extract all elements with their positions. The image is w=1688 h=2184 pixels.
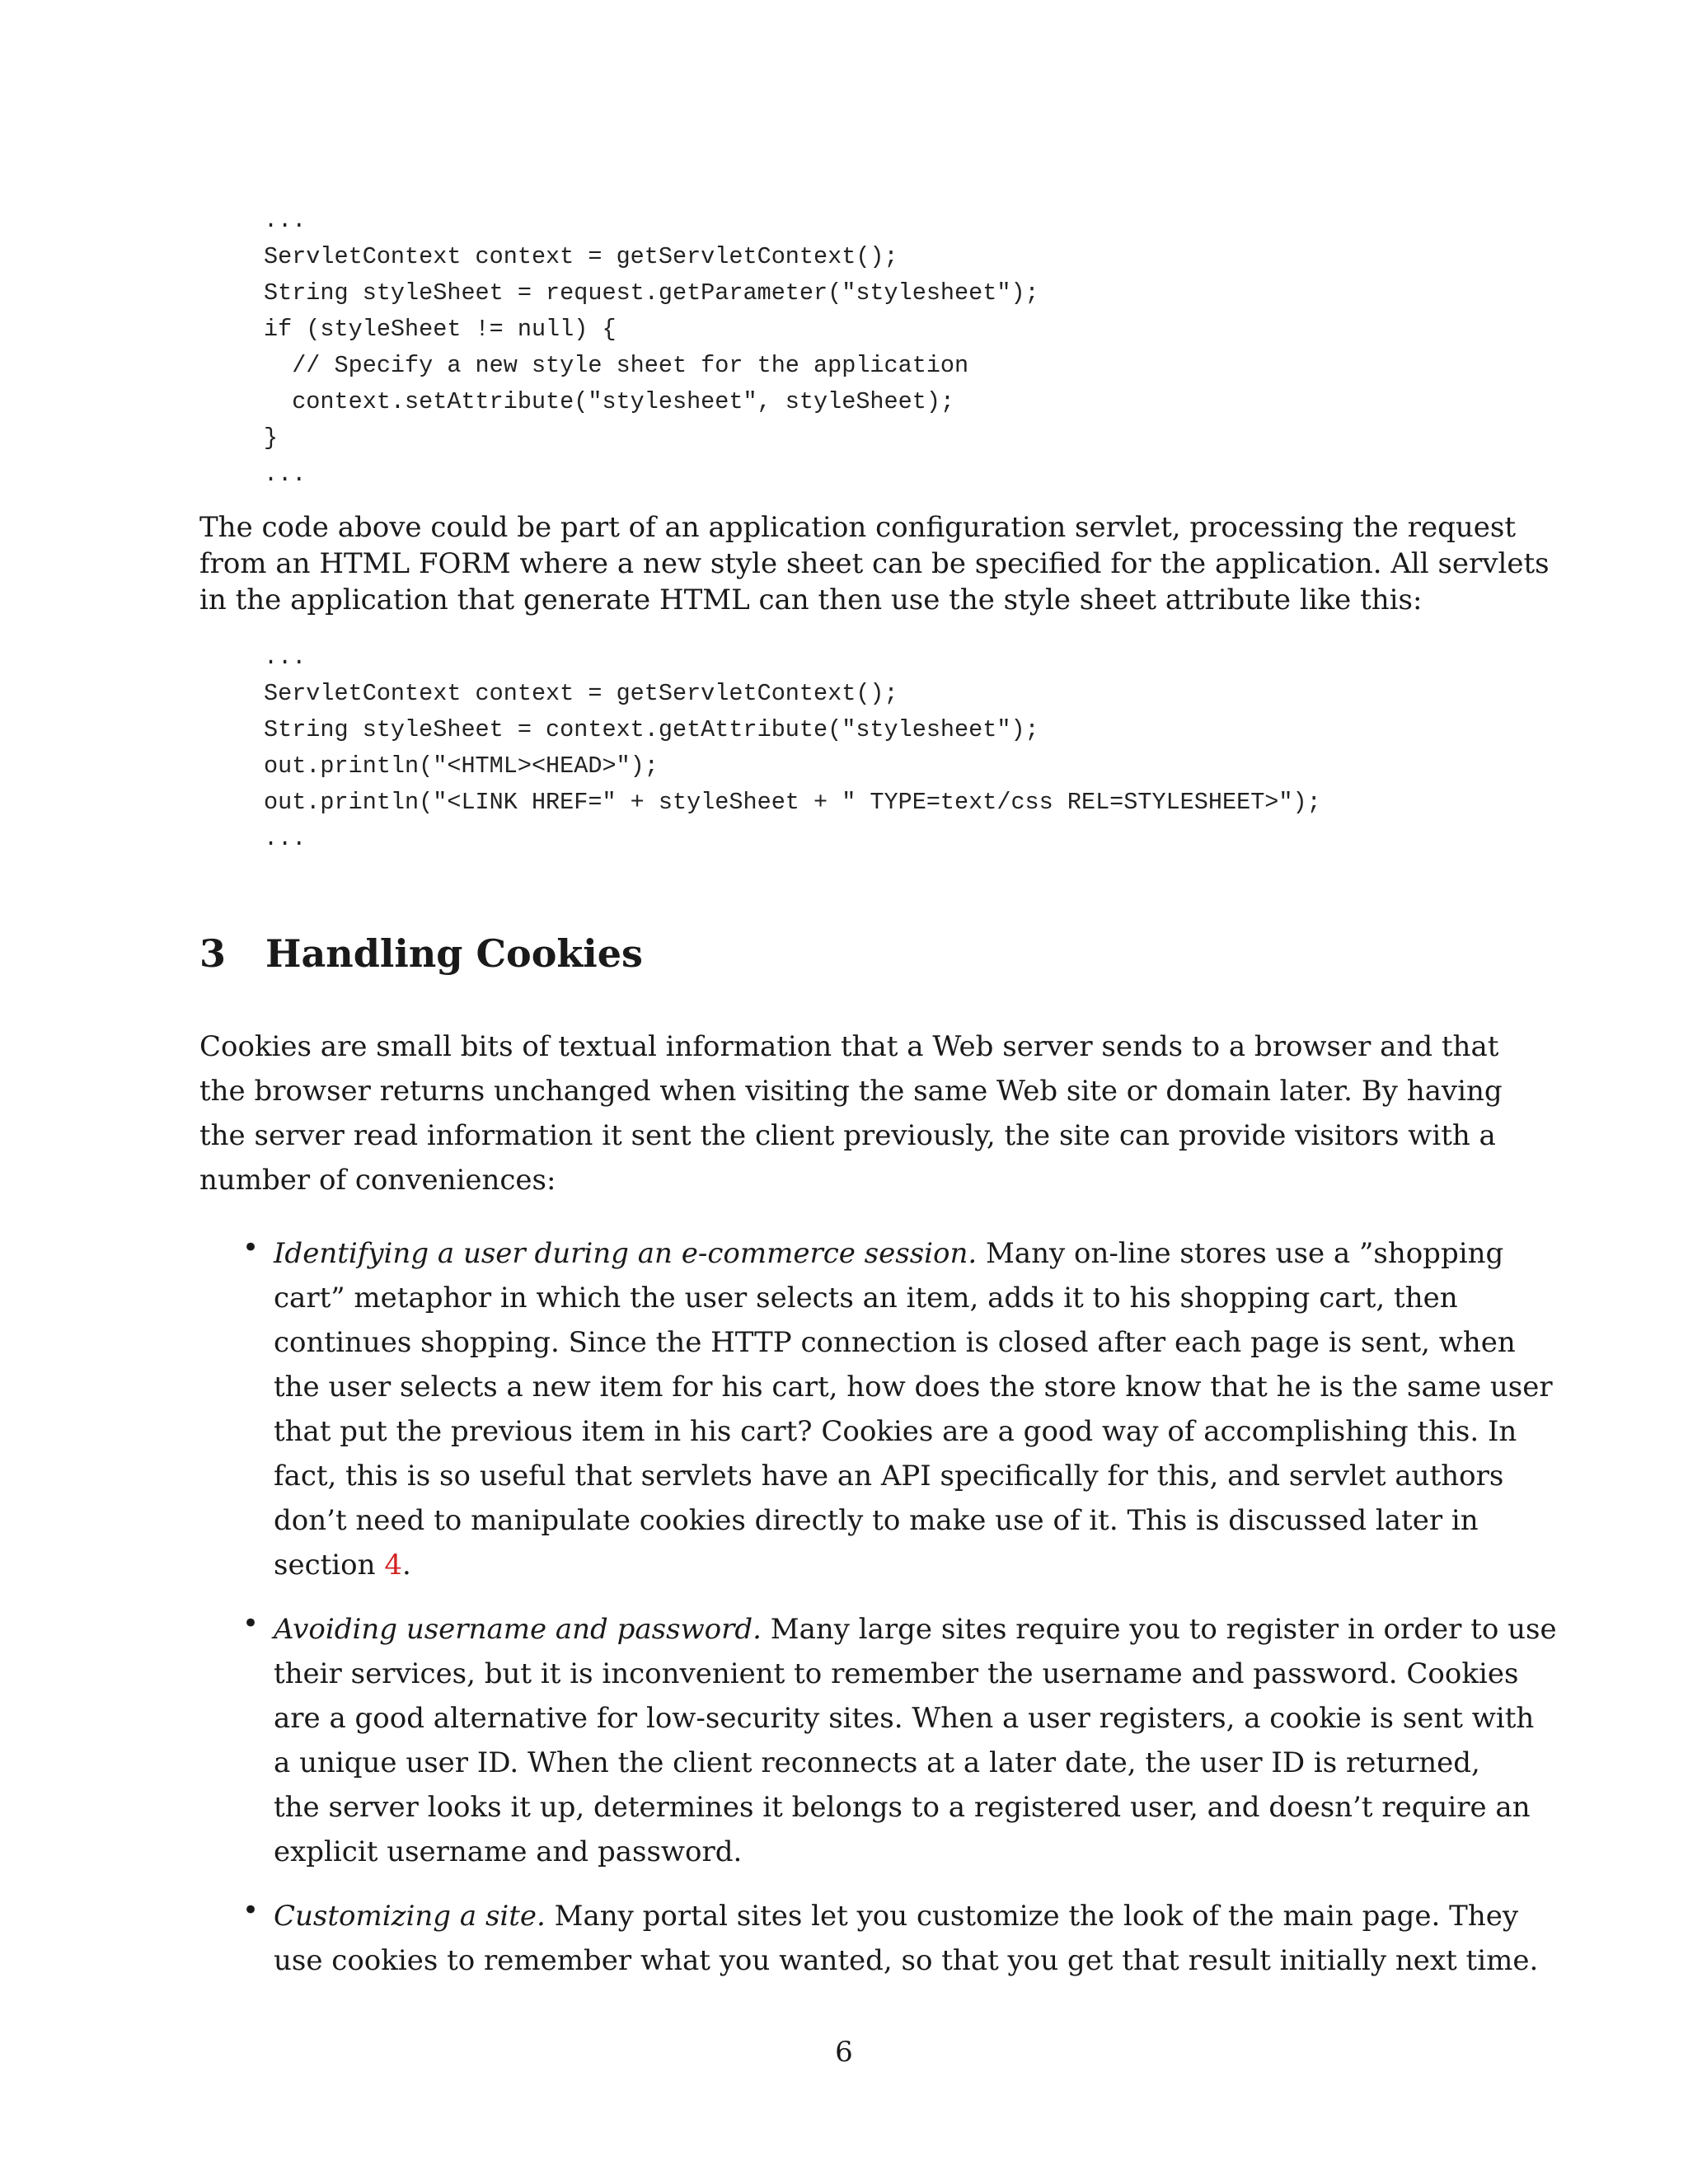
bullet-last-line [274,1543,1434,1587]
code-line: ServletContext context = getServletContext(); [264,680,898,707]
bullet-marker: • [242,1231,260,1264]
bullet-line: that put the previous item in his cart? Cookies are a good way of accomplishing this. In [274,1415,1517,1448]
section-number: 3 [199,931,227,976]
code-block-stylesheet-usage [264,640,1321,857]
bullet-item-customizing-site [242,1894,1539,1983]
bullet-lead: Identifying a user during an e-commerce session. [274,1237,978,1270]
bullet-first-line [274,1231,1504,1276]
bullet-line: cart” metaphor in which the user selects an item, adds it to his shopping cart, then [274,1282,1458,1315]
bullet-line: explicit username and password. [274,1835,743,1868]
bullet-line: are a good alternative for low-security sites. When a user registers, a cookie is sent with [274,1702,1535,1735]
bullet-first-line [274,1607,1557,1652]
page-number: 6 [835,2036,853,2069]
bullet-text: Many large sites require you to register in order to use [761,1613,1557,1646]
bullet-line: continues shopping. Since the HTTP connection is closed after each page is sent, when [274,1326,1516,1359]
bullet-line: their services, but it is inconvenient to remember the username and password. Cookies [274,1657,1519,1690]
bullet-lead: Customizing a site. [274,1900,546,1933]
bullet-line: use cookies to remember what you wanted, so that you get that result initially next time. [274,1944,1539,1977]
code-block-config-servlet [264,203,1039,493]
bullet-first-line [274,1894,1519,1938]
bullet-line: a unique user ID. When the client reconnects at a later date, the user ID is returned, [274,1746,1480,1779]
code-line: ... [264,207,307,234]
bullet-line: don’t need to manipulate cookies directly to make use of it. This is discussed later in [274,1504,1479,1537]
code-line: if (styleSheet != null) { [264,316,617,343]
code-line: String styleSheet = context.getAttribute("stylesheet"); [264,716,1039,743]
paragraph-line: from an HTML FORM where a new style sheet can be specified for the application. All servlets [199,547,1550,580]
code-line: } [264,424,279,452]
bullet-marker: • [242,1607,260,1640]
code-line: out.println("<HTML><HEAD>"); [264,752,659,780]
code-line: out.println("<LINK HREF=" + styleSheet + " TYPE=text/css REL=STYLESHEET>"); [264,789,1321,816]
paragraph-cookies-intro [199,1024,1503,1202]
bullet-marker: • [242,1894,260,1927]
bullet-lead: Avoiding username and password. [274,1613,762,1646]
paragraph-config-description [199,509,1550,618]
bullet-line: the user selects a new item for his cart, how does the store know that he is the same user [274,1371,1553,1404]
bullet-text: Many portal sites let you customize the look of the main page. They [545,1900,1519,1933]
code-line: // Specify a new style sheet for the application [264,352,969,379]
code-line: ServletContext context = getServletContext(); [264,243,898,270]
bullet-line: the server looks it up, determines it belongs to a registered user, and doesn’t require an [274,1791,1531,1824]
section-heading [199,931,643,976]
paragraph-line: in the application that generate HTML can then use the style sheet attribute like this: [199,583,1423,616]
bullet-text: Many on-line stores use a ”shopping [977,1237,1504,1270]
bullet-item-identifying-user [242,1231,1553,1587]
code-line: String styleSheet = request.getParameter("stylesheet"); [264,279,1039,307]
paragraph-line: number of conveniences: [199,1164,556,1197]
code-line: ... [264,644,307,671]
bullet-line: fact, this is so useful that servlets have an API specifically for this, and servlet authors [274,1460,1504,1493]
paragraph-line: the browser returns unchanged when visiting the same Web site or domain later. By having [199,1075,1503,1108]
paragraph-line: Cookies are small bits of textual information that a Web server sends to a browser and that [199,1030,1499,1063]
paragraph-line: the server read information it sent the client previously, the site can provide visitors with a [199,1119,1496,1152]
bullet-text: section [274,1549,385,1582]
code-line: ... [264,461,307,488]
paragraph-line: The code above could be part of an application configuration servlet, processing the request [199,511,1517,544]
bullet-item-avoiding-password [242,1607,1557,1874]
code-line: ... [264,825,307,852]
code-line: context.setAttribute("stylesheet", styleSheet); [264,388,955,415]
section-title-text: Handling Cookies [265,931,643,976]
bullet-text: . [401,1549,411,1582]
section-reference-link[interactable]: 4 [384,1549,402,1582]
